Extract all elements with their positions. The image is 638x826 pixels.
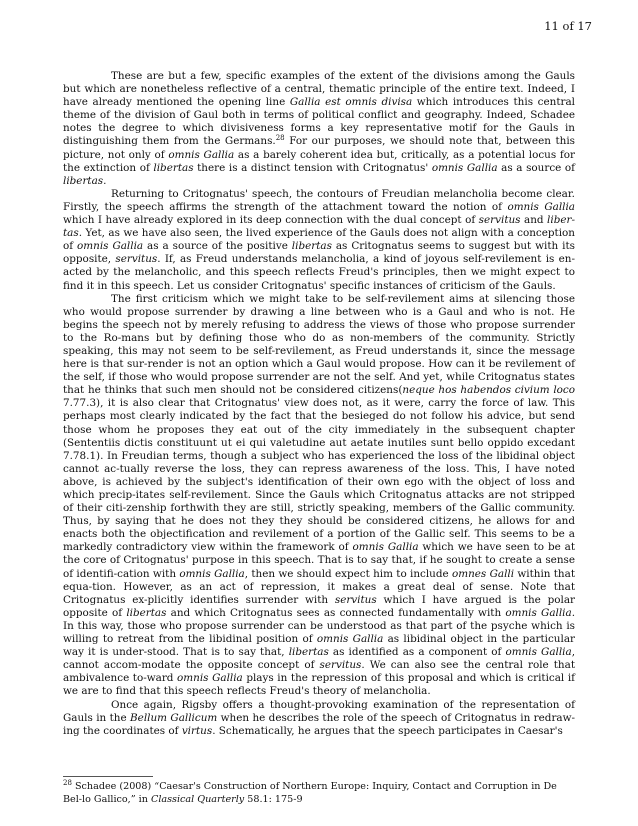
italic-text: omnis Gallia <box>177 672 243 685</box>
italic-text: Classical Quarterly <box>150 793 245 805</box>
text-run: and which Critognatus sees as connected fundamentally with <box>166 606 506 619</box>
italic-text: omnis Gallia <box>431 161 498 174</box>
text-run: . If, as Freud understands melancholia, a kind of joyous self-revilement is en-acted by the melancholic, and this speech reflects Freud's principles, then we might expect to find it in this speech. Let us consider Critognatus' specific instances of criticism of the Gauls. <box>63 253 575 292</box>
paragraph <box>63 70 575 188</box>
italic-text: servitus <box>334 593 377 606</box>
italic-text: omnes Galli <box>451 567 515 580</box>
text-run: as a source of <box>497 161 576 174</box>
italic-text: neque hos habendos civium loco <box>402 384 576 397</box>
paragraph <box>63 699 575 738</box>
text-run: , cannot accom-modate the opposite concept of <box>63 646 575 672</box>
text-run: Once again, Rigsby offers a thought-provoking examination of the representation of Gauls in the <box>63 698 575 724</box>
footnote-divider <box>63 776 153 777</box>
italic-text: omnis Gallia <box>507 200 575 213</box>
page-number: 11 of 17 <box>544 19 592 33</box>
text-run: and <box>520 214 548 227</box>
footnote-marker: 28 <box>63 779 72 787</box>
text-run: 58.1: 175-9 <box>244 793 303 805</box>
text-run: For our purposes, we should note that, between this picture, not only of <box>63 135 576 161</box>
italic-text: servitus <box>319 659 362 672</box>
text-run: there is a distinct tension with Critognatus' <box>193 161 432 174</box>
italic-text: omnis Gallia <box>77 240 144 253</box>
text-run: as a barely coherent idea but, critically, as a potential locus for the extinction of <box>63 148 575 174</box>
text-run: plays in the repression of this proposal and which is critical if we are to find that this speech reflects Freud's theory of melancholia. <box>63 672 575 698</box>
italic-text: omnis Gallia <box>505 606 572 619</box>
text-run: when he describes the role of the speech of Critognatus in redraw-ing the coordinates of <box>63 711 576 737</box>
footnote-marker: 28 <box>275 134 285 143</box>
text-run: Schadee (2008) “Caesar's Construction of Northern Europe: Inquiry, Contact and Corruption in De Bel-lo Gallico,” in <box>63 781 557 805</box>
text-run: as libidinal object in the particular way it is under-stood. That is to say that, <box>63 633 575 659</box>
text-run: , then we should expect him to include <box>244 567 452 580</box>
italic-text: omnis Gallia <box>352 541 419 554</box>
text-run: as Critognatus seems to suggest but with its opposite, <box>63 240 576 266</box>
italic-text: servitus <box>115 253 158 266</box>
italic-text: libertas <box>291 240 332 253</box>
footnote <box>63 781 575 806</box>
italic-text: libertas <box>126 606 167 619</box>
body-text <box>63 70 575 738</box>
italic-text: omnis Gallia <box>505 646 572 659</box>
text-run: which introduces this central theme of the division of Gaul both in terms of political conflict and geography. Indeed, Schadee notes the degree to which divisiveness forms a key representative motif for the Gauls in distinguishing them from the Germans. <box>63 96 575 148</box>
text-run: . Schematically, he argues that the speech participates in Caesar's <box>212 724 563 737</box>
paragraph <box>63 188 575 293</box>
italic-text: libertas <box>288 646 329 659</box>
text-run: . In this way, those who propose surrender can be understood as that part of the psyche which is willing to retreat from the libidinal position of <box>63 606 575 646</box>
text-run: 7.77.3), it is also clear that Critognatus' view does not, as it were, carry the force of law. This perhaps most clearly indicated by the fact that the besieged do not follow his advice, but send those whom he proposes they eat out of the city immediately in the subsequent chapter (Sententiis dictis constituunt ut ei qui valetudine aut aetate inutiles sunt bello oppido excedant 7.78.1). In Freudian terms, though a subject who has experienced the loss of the libidinal object cannot ac-tually reverse the loss, they can repress awareness of the loss. This, I have noted above, is achieved by the subject's identification of their own ego with the object of loss and which precip-itates self-revilement. Since the Gauls which Critognatus attacks are not stripped of their citi-zenship forthwith they are still, strictly speaking, members of the Gallic community. Thus, by saying that he does not they they should be considered citizens, he allows for and enacts both the objectification and revilement of a portion of the Gallic self. This seems to be a markedly contradictory view within the framework of <box>63 397 575 554</box>
italic-text: omnis Gallia <box>179 567 245 580</box>
text-run: which we have seen to be at the core of Critognatus' purpose in this speech. That is to say that, if he sought to create a sense of identifi-cation with <box>63 541 576 580</box>
text-run: . Yet, as we have also seen, the lived experience of the Gauls does not align with a conception of <box>63 227 575 253</box>
italic-text: libertas. <box>63 174 107 187</box>
italic-text: servitus <box>478 214 521 227</box>
italic-text: virtus <box>181 724 213 737</box>
italic-text: Bellum Gallicum <box>130 711 218 724</box>
text-run: These are but a few, specific examples of the extent of the divisions among the Gauls but which are nonetheless reflective of a central, thematic principle of the entire text. Indeed, I have already mentioned the opening line <box>63 70 575 109</box>
text-run: which I have already explored in its deep connection with the dual concept of <box>63 214 479 227</box>
italic-text: Gallia est omnis divisa <box>289 96 413 109</box>
text-run: . We can also see the central role that ambivalence to-ward <box>63 659 575 685</box>
text-run: as a source of the positive <box>143 240 292 253</box>
italic-text: liber-tas <box>63 214 575 240</box>
text-run: which I have argued is the polar opposite of <box>63 593 575 619</box>
italic-text: omnis Gallia <box>168 148 235 161</box>
italic-text: omnis Gallia <box>316 633 384 646</box>
paragraph <box>63 293 575 699</box>
text-run: Returning to Critognatus' speech, the contours of Freudian melancholia become clear. Firstly, the speech affirms the strength of the attachment toward the notion of <box>63 187 575 213</box>
italic-text: libertas <box>153 161 194 174</box>
text-run: within that equa-tion. However, as an act of repression, it makes a great deal of sense. Note that Critognatus ex-plicitly identifies surrender with <box>63 567 575 606</box>
text-run: The first criticism which we might take to be self-revilement aims at silencing those who would propose surrender by drawing a line between who is a Gaul and who is not. He begins the speech not by merely refusing to address the views of those who propose surrender to the Ro-mans but by defining those who do as non-members of the community. Strictly speaking, this may not seem to be self-revilement, as Freud understands it, since the message here is that sur-render is not an option which a Gaul would propose. How can it be revilement of the self, if those who would propose surrender are not the self. And yet, while Critognatus states that he thinks that such men should not be considered citizens( <box>63 292 575 397</box>
text-run: as identified as a component of <box>328 646 506 659</box>
